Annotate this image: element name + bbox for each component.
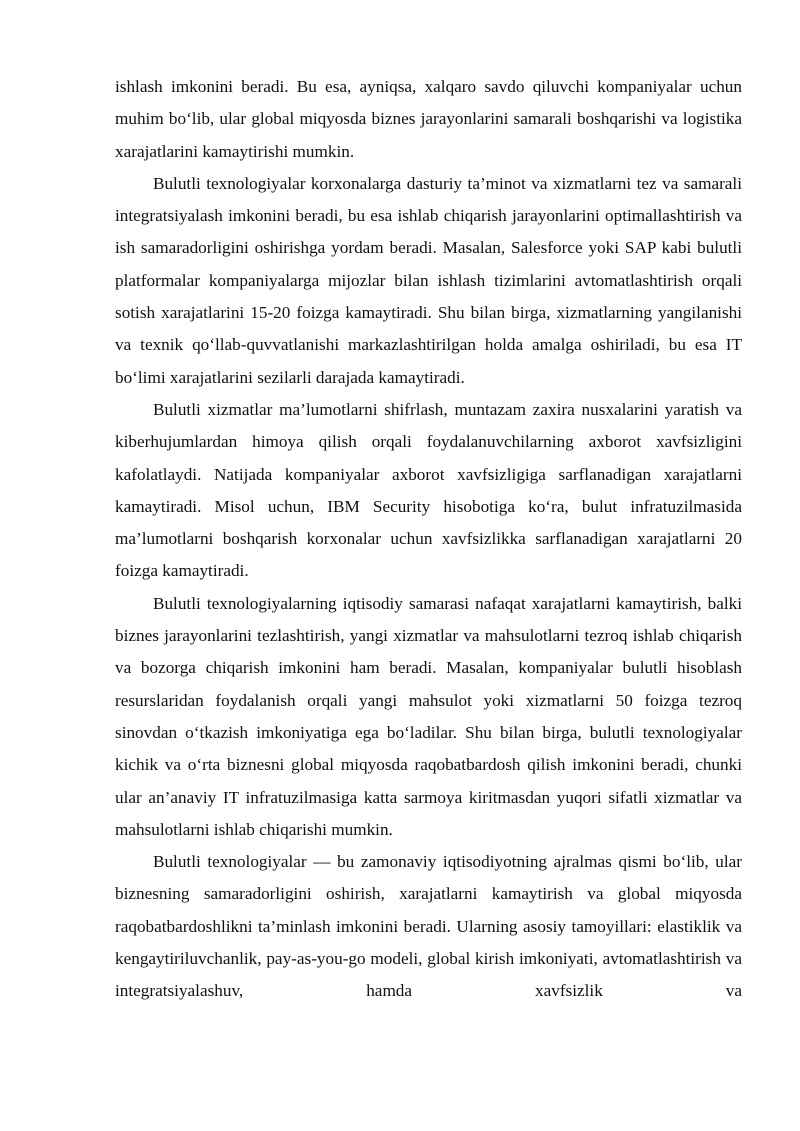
paragraph-economic-effect: Bulutli texnologiyalarning iqtisodiy samarasi nafaqat xarajatlarni kamaytirish, balki biznes jarayonlarini tezlashtirish, yangi xizmatlar va mahsulotlarni tezroq ishlab chiqarish va bozorga chiqarish imkonini ham beradi. Masalan, kompaniyalar bulutli hisoblash resurslaridan foydalanish orqali yangi mahsulot yoki xizmatlarni 50 foizga tezroq sinovdan o‘tkazish imkoniyatiga ega bo‘ladilar. Shu bilan birga, bulutli texnologiyalar kichik va o‘rta biznesni global miqyosda raqobatbardosh qilish imkonini beradi, chunki ular an’anaviy IT infratuzilmasiga katta sarmoya kiritmasdan yuqori sifatli xizmatlar va mahsulotlarni ishlab chiqarishi mumkin. bbox=[115, 593, 742, 839]
paragraph-integration: Bulutli texnologiyalar korxonalarga dasturiy ta’minot va xizmatlarni tez va samarali integratsiyalash imkonini beradi, bu esa ishlab chiqarish jarayonlarini optimallashtirish va ish samaradorligini oshirishga yordam beradi. Masalan, Salesforce yoki SAP kabi bulutli platformalar kompaniyalarga mijozlar bilan ishlash tizimlarini avtomatlashtirish orqali sotish xarajatlarini 15-20 foizga kamaytiradi. Shu bilan birga, xizmatlarning yangilanishi va texnik qo‘llab-quvvatlanishi markazlashtirilgan holda amalga oshiriladi, bu esa IT bo‘limi xarajatlarini sezilarli darajada kamaytiradi. bbox=[115, 173, 742, 387]
paragraph-continuation: ishlash imkonini beradi. Bu esa, ayniqsa, xalqaro savdo qiluvchi kompaniyalar uchun muhim bo‘lib, ular global miqyosda biznes jarayonlarini samarali boshqarishi va logistika xarajatlarini kamaytirishi mumkin. bbox=[115, 77, 742, 161]
paragraph-security: Bulutli xizmatlar ma’lumotlarni shifrlash, muntazam zaxira nusxalarini yaratish va kiberhujumlardan himoya qilish orqali foydalanuvchilarning axborot xavfsizligini kafolatlaydi. Natijada kompaniyalar axborot xavfsizligiga sarflanadigan xarajatlarni kamaytiradi. Misol uchun, IBM Security hisobotiga ko‘ra, bulut infratuzilmasida ma’lumotlarni boshqarish korxonalar uchun xavfsizlikka sarflanadigan xarajatlarni 20 foizga kamaytiradi. bbox=[115, 399, 742, 581]
paragraph-conclusion: Bulutli texnologiyalar — bu zamonaviy iqtisodiyotning ajralmas qismi bo‘lib, ular biznesning samaradorligini oshirish, xarajatlarni kamaytirish va global miqyosda raqobatbardoshlikni ta’minlash imkonini beradi. Ularning asosiy tamoyillari: elastiklik va kengaytiriluvchanlik, pay-as-you-go modeli, global kirish imkoniyati, avtomatlashtirish va integratsiyalashuv, hamda xavfsizlik va bbox=[115, 852, 742, 1001]
document-page bbox=[115, 71, 742, 1008]
